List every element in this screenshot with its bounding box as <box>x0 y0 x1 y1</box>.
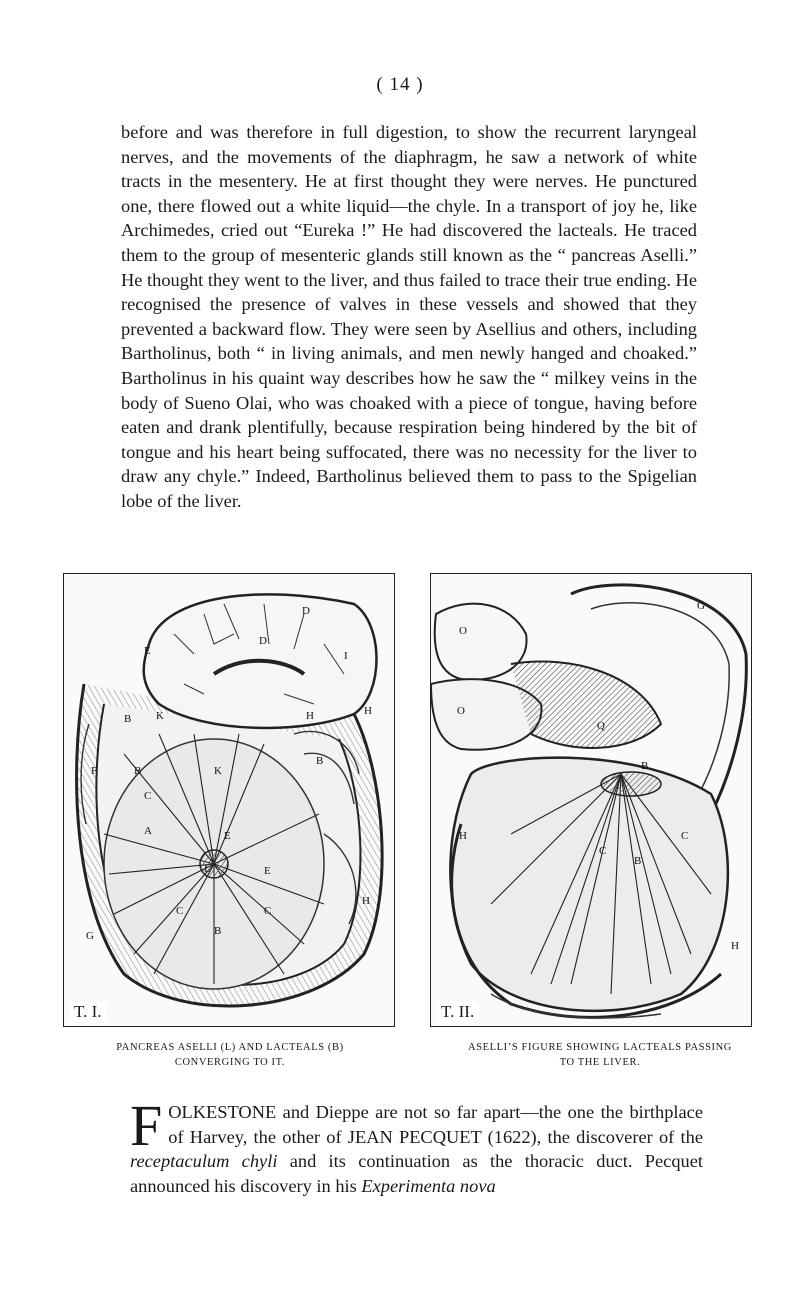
figure-pancreas-aselli <box>63 573 395 1027</box>
svg-text:B: B <box>124 713 132 725</box>
svg-text:E: E <box>224 830 231 842</box>
figure-tag: T. II. <box>437 1002 478 1022</box>
svg-text:C: C <box>264 905 272 917</box>
svg-text:Q: Q <box>597 720 605 732</box>
person-name: JEAN PECQUET <box>347 1126 482 1147</box>
figure-caption-1 <box>80 1040 380 1070</box>
svg-text:B: B <box>214 925 222 937</box>
svg-text:K: K <box>156 710 164 722</box>
page-number: ( 14 ) <box>376 74 424 95</box>
svg-text:E: E <box>144 645 151 657</box>
text-start: OLKESTONE and Dieppe are not so far apart—the one the birthplace of Harvey, the other of <box>168 1102 703 1147</box>
closing-paragraph <box>130 1093 703 1198</box>
svg-text:C: C <box>176 905 184 917</box>
italic-term: receptaculum chyli <box>130 1151 278 1172</box>
svg-text:D: D <box>302 605 310 617</box>
svg-text:K: K <box>214 765 222 777</box>
text-mid-2: and its continuation as the thoracic duct. Pecquet announced his discovery in his <box>130 1151 703 1196</box>
svg-text:O: O <box>459 625 467 637</box>
caption-line: CONVERGING TO IT. <box>174 1057 286 1068</box>
svg-text:O: O <box>457 705 465 717</box>
svg-text:B: B <box>634 855 642 867</box>
caption-line: TO THE LIVER. <box>559 1057 641 1068</box>
svg-text:H: H <box>306 710 314 722</box>
svg-text:C: C <box>599 845 607 857</box>
svg-text:B: B <box>641 760 649 772</box>
svg-text:I: I <box>344 650 348 662</box>
pecquet-paragraph <box>130 1093 703 1198</box>
caption-line: PANCREAS ASELLI (L) AND LACTEALS (B) <box>116 1042 344 1053</box>
svg-text:H: H <box>731 940 739 952</box>
svg-text:D: D <box>259 635 267 647</box>
drop-cap: F <box>130 1093 163 1158</box>
paragraph-lacteals: before and was therefore in full digestion, to show the recurrent laryngeal nerves, and the movements of the diaphragm, he saw a network of white tracts in the mesentery. He at first thought they were nerves. He punctured one, there flowed out a white liquid—the chyle. In a transport of joy he, like Archimedes, cried out “Eureka !” He had discovered the lacteals. He traced them to the group of mesenteric glands still known as the “ pancreas Aselli.” He thought they went to the liver, and thus failed to trace their true ending. He recognised the presence of valves in these vessels and showed that they prevented a backward flow. They were seen by Asellius and others, including Bartholinus, both “ in living animals, and men newly hanged and choaked.” Bartholinus in his quaint way describes how he saw the “ milkey veins in the body of Sueno Olai, who was choaked with a piece of tongue, having before eaten and drank plentifully, because respiration being hindered by the bit of tongue and his heart being suffocated, there was no necessity for the liver to draw any chyle.” Indeed, Bartholinus believed them to pass to the Spigelian lobe of the liver. <box>121 122 697 511</box>
engraving-intestines-2 <box>431 574 751 1026</box>
text-mid: (1622), the discoverer of the <box>481 1126 703 1147</box>
figure-aselli-liver <box>430 573 752 1027</box>
figure-caption-2 <box>445 1040 755 1070</box>
figure-tag: T. I. <box>70 1002 106 1022</box>
svg-text:C: C <box>681 830 689 842</box>
svg-text:E: E <box>264 865 271 877</box>
svg-text:B: B <box>316 755 324 767</box>
italic-title: Experimenta nova <box>361 1175 496 1196</box>
svg-text:G: G <box>697 600 705 612</box>
svg-text:H: H <box>364 705 372 717</box>
svg-text:H: H <box>362 895 370 907</box>
svg-text:F: F <box>91 765 98 777</box>
caption-line: ASELLI’S FIGURE SHOWING LACTEALS PASSING <box>468 1042 732 1053</box>
svg-text:G: G <box>86 930 94 942</box>
svg-text:B: B <box>134 765 142 777</box>
body-text <box>121 120 697 514</box>
svg-text:H: H <box>459 830 467 842</box>
engraving-intestines-1 <box>64 574 394 1026</box>
svg-text:C: C <box>144 790 152 802</box>
svg-text:L: L <box>204 863 211 875</box>
svg-text:A: A <box>144 825 152 837</box>
